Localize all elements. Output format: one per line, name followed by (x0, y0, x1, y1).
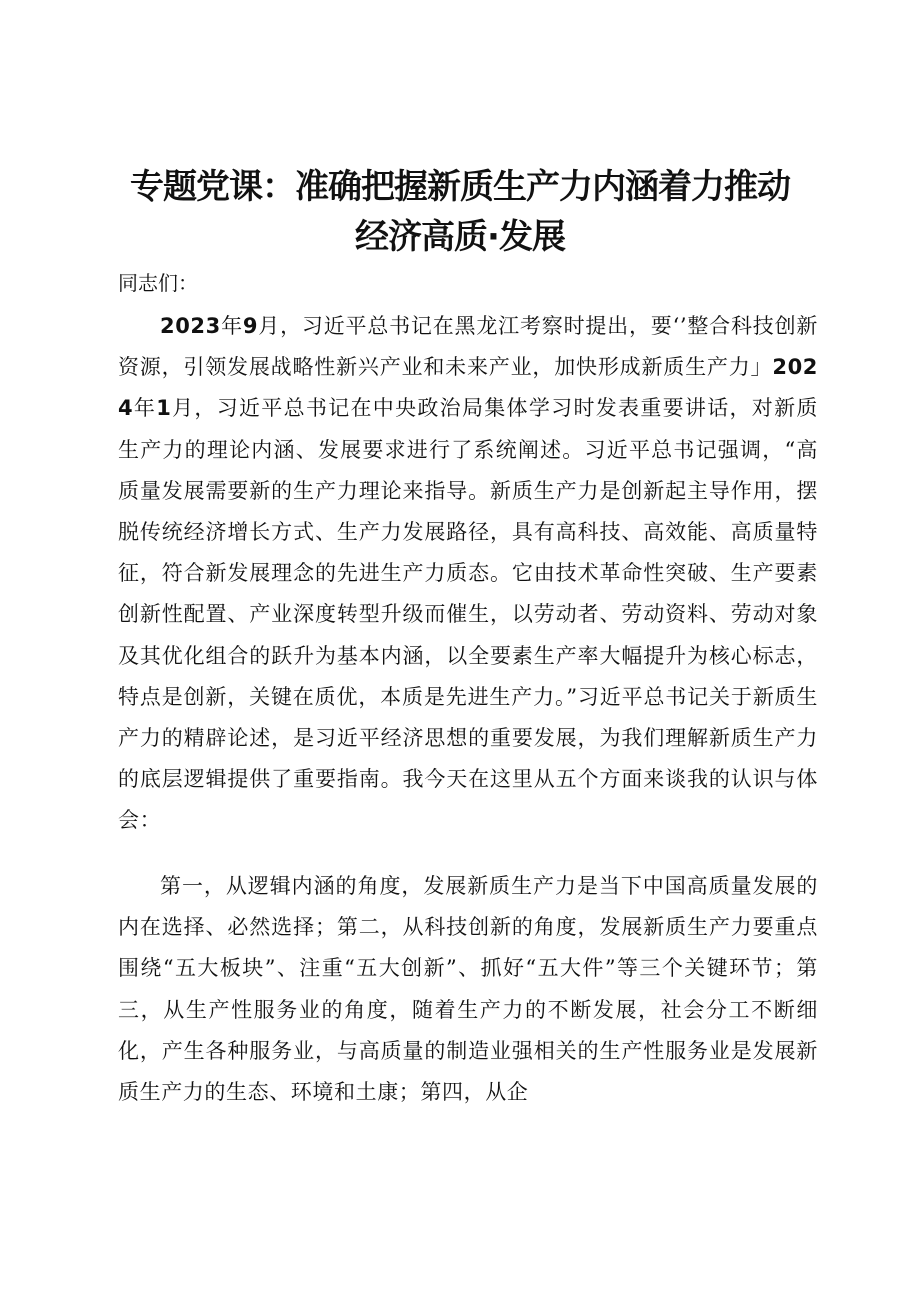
salutation: 同志们： (118, 271, 198, 295)
text-segment: 月，习近平总书记在中央政治局集体学习时发表重要讲话，对新质生产力的理论内涵、发展要求进行了系统阐述。习近平总书记强调，“高质量发展需要新的生产力理论来指导。新质生产力是创新起主导作用，摆脱传统经济增长方式、生产力发展路径，具有高科技、高效能、高质量特征，符合新发展理念的先进生产力质态。它由技术革命性突破、生产要素创新性配置、产业深度转型升级而催生，以劳动者、劳动资料、劳动对象及其优化组合的跃升为基本内涵，以全要素生产率大幅提升为核心标志，特点是创新，关键在质优，本质是先进生产力。”习近平总书记关于新质生产力的精辟论述，是习近平经济思想的重要发展，为我们理解新质生产力的底层逻辑提供了重要指南。我今天在这里从五个方面来谈我的认识与体会： (118, 396, 818, 833)
text-segment: 年 (220, 314, 243, 338)
year-2024: 2024 (118, 355, 818, 421)
paragraph-intro (118, 306, 818, 842)
month-1: 1 (156, 396, 172, 421)
document-title-line-2: 经济高质·发展 (355, 217, 565, 257)
year-2023: 2023 (160, 314, 221, 338)
month-9: 9 (242, 314, 259, 338)
text-segment: 年 (133, 396, 157, 421)
document-title-line-1: 专题党课：准确把握新质生产力内涵着力推动 (130, 167, 790, 207)
text-segment: 月，习近平总书记在黑龙江考察时提出，要‘’整合科技创新资源，引领发展战略性新兴产业和未来产业，加快形成新质生产力」 (118, 314, 818, 380)
paragraph-five-aspects: 第一，从逻辑内涵的角度，发展新质生产力是当下中国高质量发展的内在选择、必然选择；第二，从科技创新的角度，发展新质生产力要重点围绕“五大板块”、注重“五大创新”、抓好“五大件”等三个关键环节；第三，从生产性服务业的角度，随着生产力的不断发展，社会分工不断细化，产生各种服务业，与高质量的制造业强相关的生产性服务业是发展新质生产力的生态、环境和土康；第四，从企 (118, 874, 818, 1105)
